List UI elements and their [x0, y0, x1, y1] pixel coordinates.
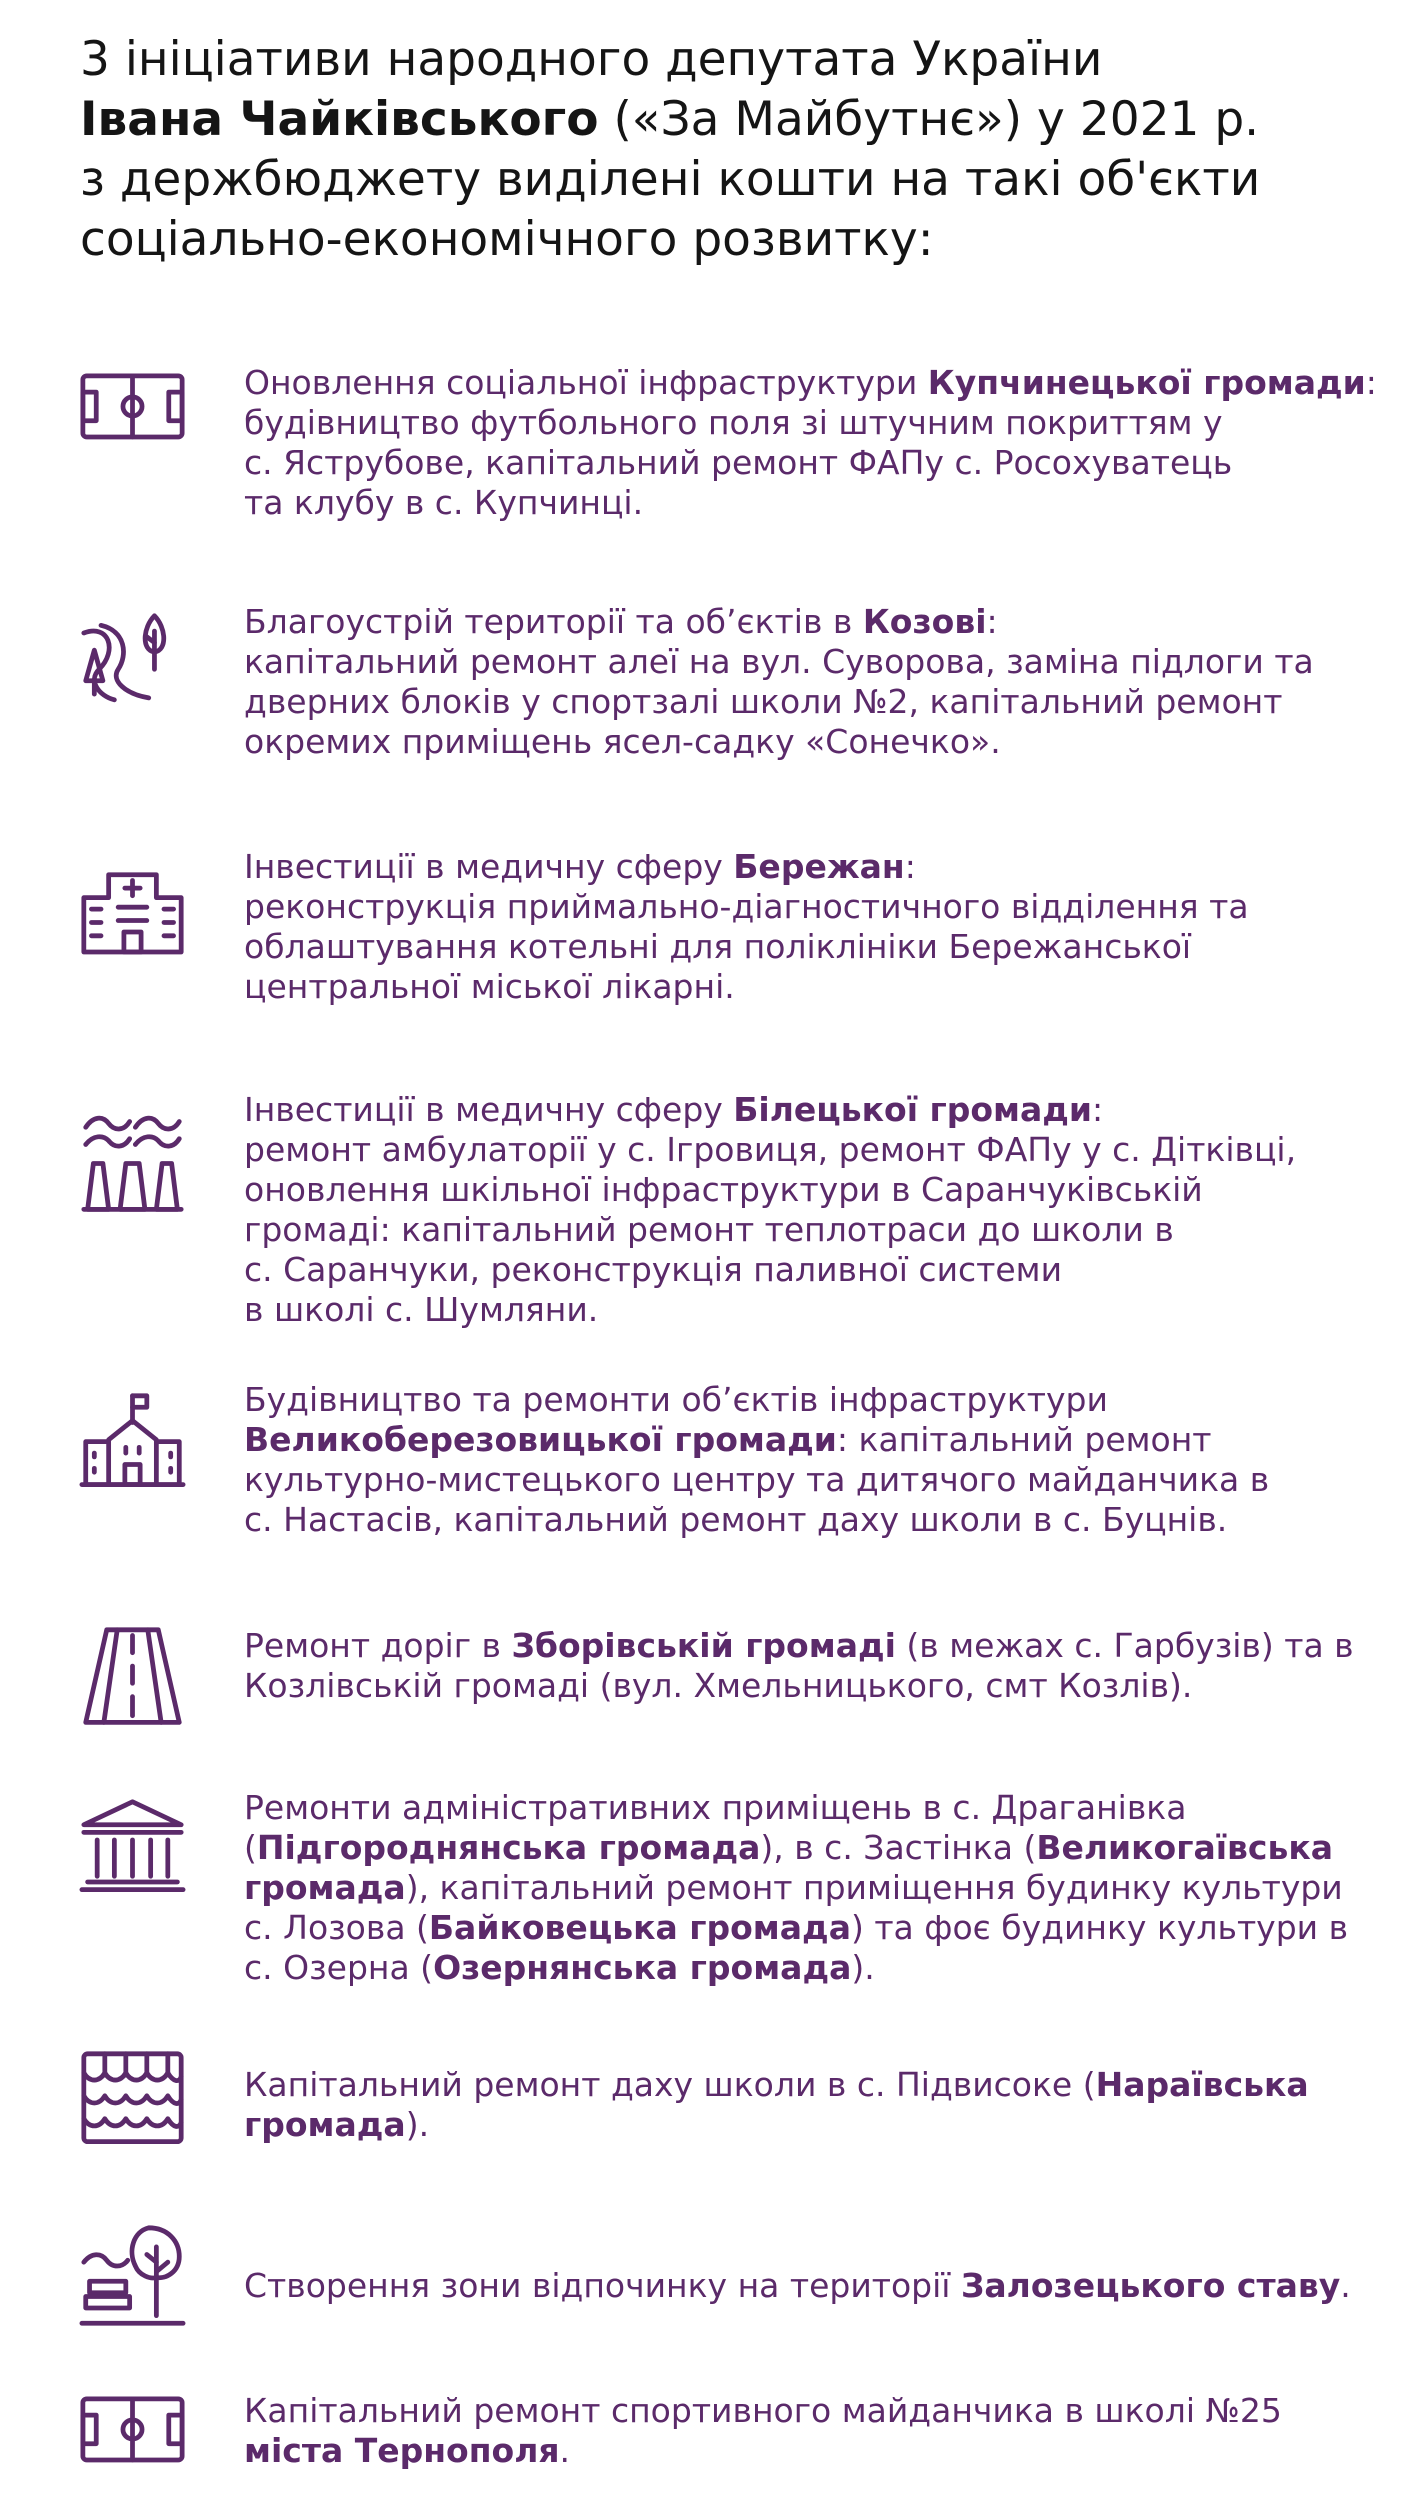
text-segment: капітальний ремонт алеї на вул. Суворова, заміна підлоги та: [244, 642, 1314, 681]
text-segment: Капітальний ремонт спортивного майданчика в школі №25: [244, 2391, 1282, 2430]
initiative-line: [244, 1420, 1374, 1460]
initiative-line: [244, 2266, 1374, 2306]
administrative-building-icon: [80, 1798, 185, 1893]
text-segment: 3 ініціативи народного депутата України: [80, 32, 1103, 87]
text-segment: с. Настасів, капітальний ремонт даху школи в с. Буцнів.: [244, 1500, 1228, 1539]
text-segment: облаштування котельні для поліклініки Бережанської: [244, 927, 1192, 966]
initiative-line: [244, 2431, 1374, 2471]
highlighted-text: Бережан: [733, 847, 905, 886]
text-segment: культурно-мистецького центру та дитячого майданчика в: [244, 1460, 1270, 1499]
initiative-text-1: [244, 363, 1377, 523]
highlighted-text: Зборівській громаді: [511, 1626, 896, 1665]
highlighted-text: громада: [244, 2105, 406, 2144]
initiative-line: [244, 363, 1377, 403]
initiative-text-9: [244, 2266, 1374, 2306]
text-segment: с. Саранчуки, реконструкція паливної системи: [244, 1250, 1063, 1289]
initiative-text-3: [244, 847, 1374, 1007]
initiative-line: [244, 927, 1374, 967]
initiative-line: [244, 1908, 1374, 1948]
text-segment: з держбюджету виділені кошти на такі об'єкти: [80, 152, 1261, 207]
highlighted-text: Озернянська громада: [433, 1948, 852, 1987]
text-segment: в школі с. Шумляни.: [244, 1290, 599, 1329]
text-segment: (в межах с. Гарбузів) та в: [895, 1626, 1354, 1665]
initiative-line: [244, 1948, 1374, 1988]
initiative-text-7: [244, 1788, 1374, 1988]
highlighted-text: Нараївська: [1095, 2065, 1309, 2104]
initiative-line: [244, 1170, 1374, 1210]
initiative-line: [244, 1250, 1374, 1290]
initiative-line: [244, 1666, 1374, 1706]
text-segment: :: [1365, 363, 1377, 402]
highlighted-text: громада: [244, 1868, 406, 1907]
text-segment: реконструкція приймально-діагностичного відділення та: [244, 887, 1249, 926]
initiative-line: [244, 1380, 1374, 1420]
highlighted-text: Байковецька громада: [428, 1908, 851, 1947]
text-segment: соціально-економічного розвитку:: [80, 212, 934, 267]
boiler-chimneys-icon: [80, 1112, 185, 1212]
initiative-text-8: [244, 2065, 1374, 2145]
roof-tiles-icon: [80, 2050, 185, 2145]
page-title: [80, 30, 1360, 270]
title-line: [80, 150, 1360, 210]
initiative-line: [244, 2391, 1374, 2431]
initiative-text-2: [244, 602, 1374, 762]
text-segment: (: [244, 1828, 257, 1867]
initiative-line: [244, 722, 1374, 762]
highlighted-text: міста Тернополя: [244, 2431, 560, 2470]
text-segment: Ремонт доріг в: [244, 1626, 512, 1665]
text-segment: будівництво футбольного поля зі штучним покриттям у: [244, 403, 1223, 442]
title-line: [80, 30, 1360, 90]
text-segment: ).: [851, 1948, 875, 1987]
text-segment: та клубу в с. Купчинці.: [244, 483, 644, 522]
text-segment: :: [904, 847, 916, 886]
initiative-line: [244, 1626, 1374, 1666]
initiative-line: [244, 847, 1374, 887]
initiative-line: [244, 1500, 1374, 1540]
initiative-text-6: [244, 1626, 1374, 1706]
initiative-line: [244, 1868, 1374, 1908]
initiative-line: [244, 1290, 1374, 1330]
text-segment: ) та фоє будинку культури в: [850, 1908, 1349, 1947]
text-segment: («За Майбутнє») у 2021 р.: [598, 92, 1260, 147]
highlighted-text: Великогаївська: [1036, 1828, 1334, 1867]
text-segment: Ремонти адміністративних приміщень в с. Драганівка: [244, 1788, 1187, 1827]
text-segment: Створення зони відпочинку на території: [244, 2266, 961, 2305]
text-segment: с. Лозова (: [244, 1908, 429, 1947]
park-alley-icon: [80, 612, 185, 703]
text-segment: Інвестиції в медичну сферу: [244, 847, 734, 886]
school-building-icon: [80, 1392, 185, 1487]
initiative-text-5: [244, 1380, 1374, 1540]
text-segment: дверних блоків у спортзалі школи №2, капітальний ремонт: [244, 682, 1283, 721]
text-segment: ), в с. Застінка (: [760, 1828, 1037, 1867]
text-segment: .: [1340, 2266, 1351, 2305]
highlighted-text: Козові: [862, 602, 987, 641]
highlighted-text: Купчинецької громади: [927, 363, 1366, 402]
initiative-line: [244, 887, 1374, 927]
initiative-text-10: [244, 2391, 1374, 2471]
text-segment: Капітальний ремонт даху школи в с. Підвисоке (: [244, 2065, 1096, 2104]
highlighted-text: Підгороднянська громада: [256, 1828, 761, 1867]
text-segment: окремих приміщень ясел-садку «Сонечко».: [244, 722, 1001, 761]
initiative-line: [244, 967, 1374, 1007]
initiative-line: [244, 2065, 1374, 2105]
text-segment: оновлення шкільної інфраструктури в Саранчуківській: [244, 1170, 1203, 1209]
initiative-line: [244, 642, 1374, 682]
initiative-line: [244, 1090, 1374, 1130]
text-segment: громаді: капітальний ремонт теплотраси до школи в: [244, 1210, 1174, 1249]
text-segment: :: [986, 602, 998, 641]
text-segment: Козлівській громаді (вул. Хмельницького, смт Козлів).: [244, 1666, 1193, 1705]
text-segment: :: [1092, 1090, 1104, 1129]
text-segment: Оновлення соціальної інфраструктури: [244, 363, 928, 402]
highlighted-text: Білецької громади: [733, 1090, 1093, 1129]
highlighted-text: Івана Чайківського: [80, 92, 599, 147]
sports-field-icon: [80, 2396, 185, 2463]
initiative-line: [244, 602, 1374, 642]
initiative-line: [244, 403, 1374, 443]
initiative-line: [244, 1828, 1374, 1868]
initiative-line: [244, 1460, 1374, 1500]
text-segment: Інвестиції в медичну сферу: [244, 1090, 734, 1129]
text-segment: Благоустрій території та об’єктів в: [244, 602, 863, 641]
hospital-icon: [80, 869, 185, 955]
road-icon: [80, 1626, 185, 1726]
text-segment: : капітальний ремонт: [836, 1420, 1212, 1459]
text-segment: с. Озерна (: [244, 1948, 434, 1987]
initiative-line: [244, 443, 1374, 483]
initiative-line: [244, 483, 1374, 523]
recreation-zone-icon: [80, 2224, 185, 2329]
initiative-line: [244, 1130, 1374, 1170]
highlighted-text: Залозецького ставу: [960, 2266, 1341, 2305]
initiative-line: [244, 2105, 1374, 2145]
text-segment: с. Яструбове, капітальний ремонт ФАПу с. Росохуватець: [244, 443, 1233, 482]
initiative-line: [244, 682, 1374, 722]
text-segment: ), капітальний ремонт приміщення будинку культури: [405, 1868, 1343, 1907]
text-segment: ремонт амбулаторії у с. Ігровиця, ремонт ФАПу у с. Дітківці,: [244, 1130, 1297, 1169]
initiative-line: [244, 1788, 1374, 1828]
text-segment: .: [559, 2431, 571, 2470]
text-segment: Будівництво та ремонти об’єктів інфраструктури: [244, 1380, 1108, 1419]
initiative-text-4: [244, 1090, 1374, 1330]
highlighted-text: Великоберезовицької громади: [244, 1420, 837, 1459]
text-segment: центральної міської лікарні.: [244, 967, 735, 1006]
title-line: [80, 90, 1360, 150]
text-segment: ).: [405, 2105, 430, 2144]
title-line: [80, 210, 1360, 270]
football-field-icon: [80, 373, 185, 440]
initiative-line: [244, 1210, 1374, 1250]
